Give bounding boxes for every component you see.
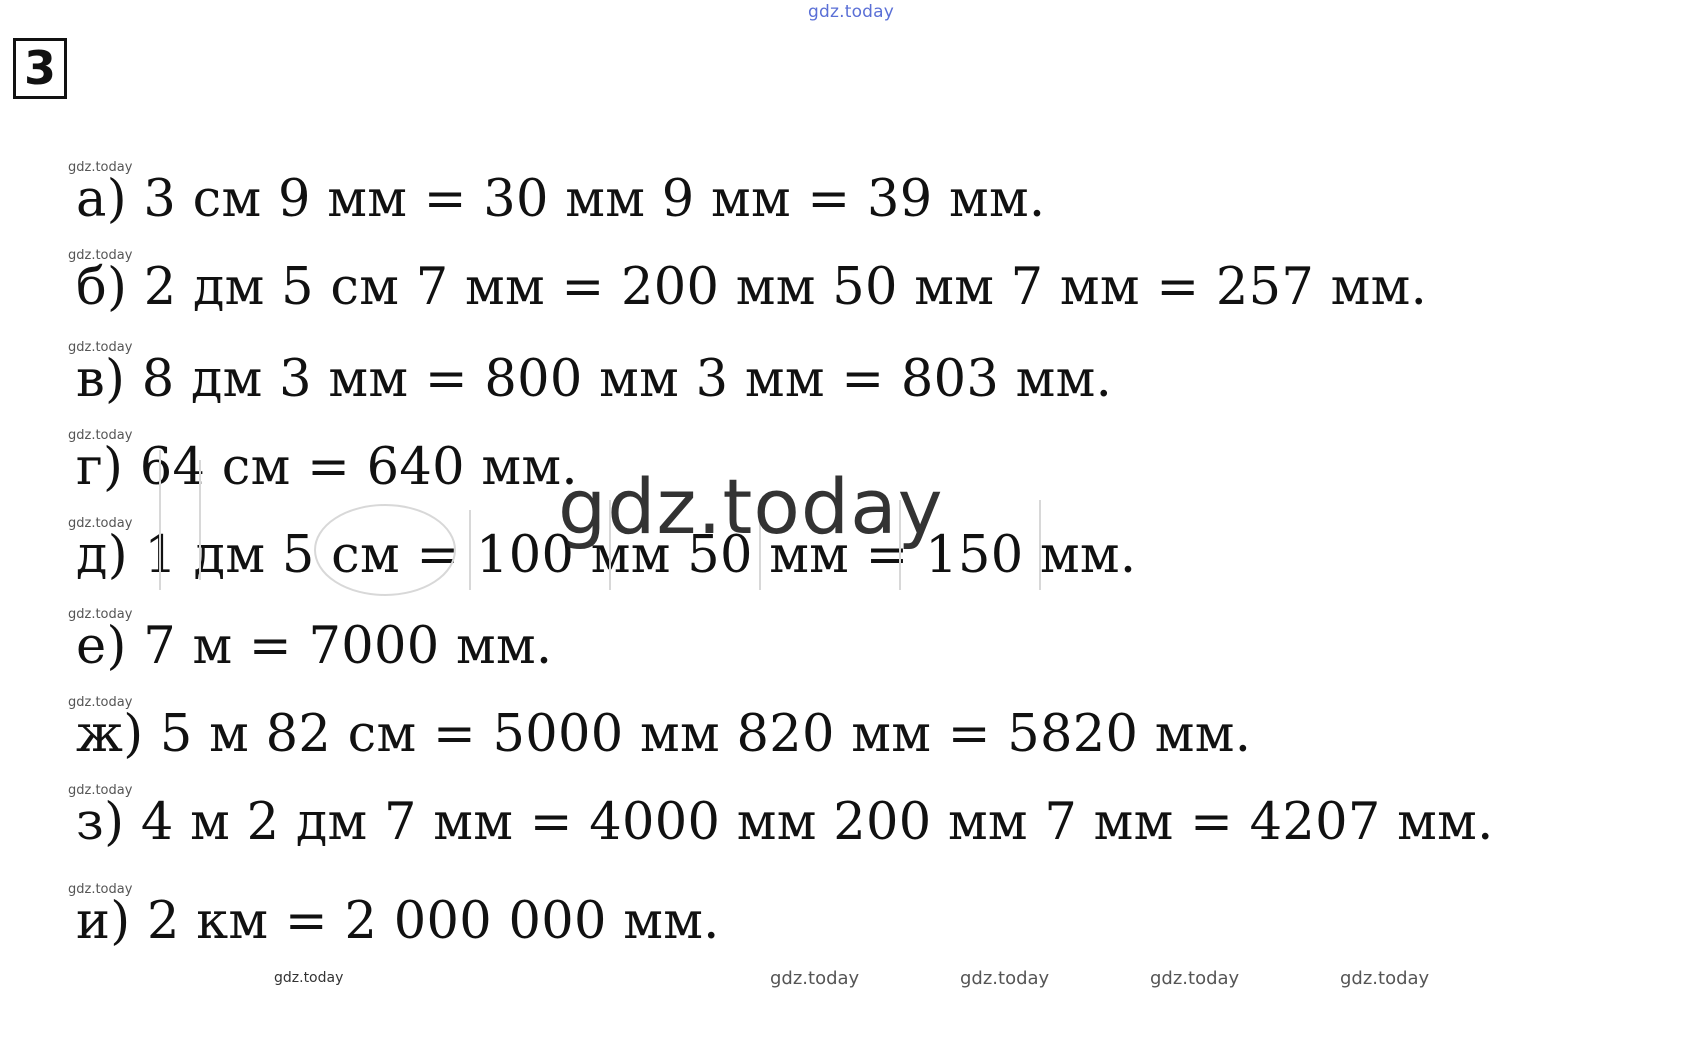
big-watermark: gdz.today — [558, 462, 944, 551]
row-watermark: gdz.today — [68, 607, 133, 622]
answer-text: в) 8 дм 3 мм = 800 мм 3 мм = 803 мм. — [76, 350, 1113, 409]
answer-text: з) 4 м 2 дм 7 мм = 4000 мм 200 мм 7 мм = 4207 мм. — [76, 793, 1494, 852]
row-watermark: gdz.today — [68, 160, 133, 175]
answer-text: д) 1 дм 5 см = 100 мм 50 мм = 150 мм. — [76, 526, 1137, 585]
answer-text: а) 3 см 9 мм = 30 мм 9 мм = 39 мм. — [76, 170, 1046, 229]
inline-watermark: gdz.today — [274, 970, 344, 986]
answer-row-zh — [68, 695, 1628, 785]
answer-text: е) 7 м = 7000 мм. — [76, 617, 553, 676]
row-watermark: gdz.today — [68, 340, 133, 355]
row-watermark: gdz.today — [68, 882, 133, 897]
answer-row-z — [68, 783, 1628, 873]
answer-row-v — [68, 340, 1628, 430]
answer-row-a — [68, 160, 1628, 250]
footer-watermarks — [0, 968, 1686, 998]
answer-text: г) 64 см = 640 мм. — [76, 438, 578, 497]
answer-text: и) 2 км = 2 000 000 мм. — [76, 892, 720, 951]
footer-watermark: gdz.today — [1150, 968, 1240, 989]
answer-row-e — [68, 607, 1628, 697]
footer-watermark: gdz.today — [770, 968, 860, 989]
answer-row-b — [68, 248, 1628, 338]
answer-text: ж) 5 м 82 см = 5000 мм 820 мм = 5820 мм. — [76, 705, 1252, 764]
row-watermark: gdz.today — [68, 428, 133, 443]
task-number-badge: 3 — [13, 38, 67, 99]
row-watermark: gdz.today — [68, 248, 133, 263]
row-watermark: gdz.today — [68, 516, 133, 531]
answer-text: б) 2 дм 5 см 7 мм = 200 мм 50 мм 7 мм = 257 мм. — [76, 258, 1428, 317]
row-watermark: gdz.today — [68, 695, 133, 710]
footer-watermark: gdz.today — [1340, 968, 1430, 989]
header-watermark: gdz.today — [808, 2, 895, 22]
answer-row-i — [68, 882, 1628, 972]
row-watermark: gdz.today — [68, 783, 133, 798]
footer-watermark: gdz.today — [960, 968, 1050, 989]
